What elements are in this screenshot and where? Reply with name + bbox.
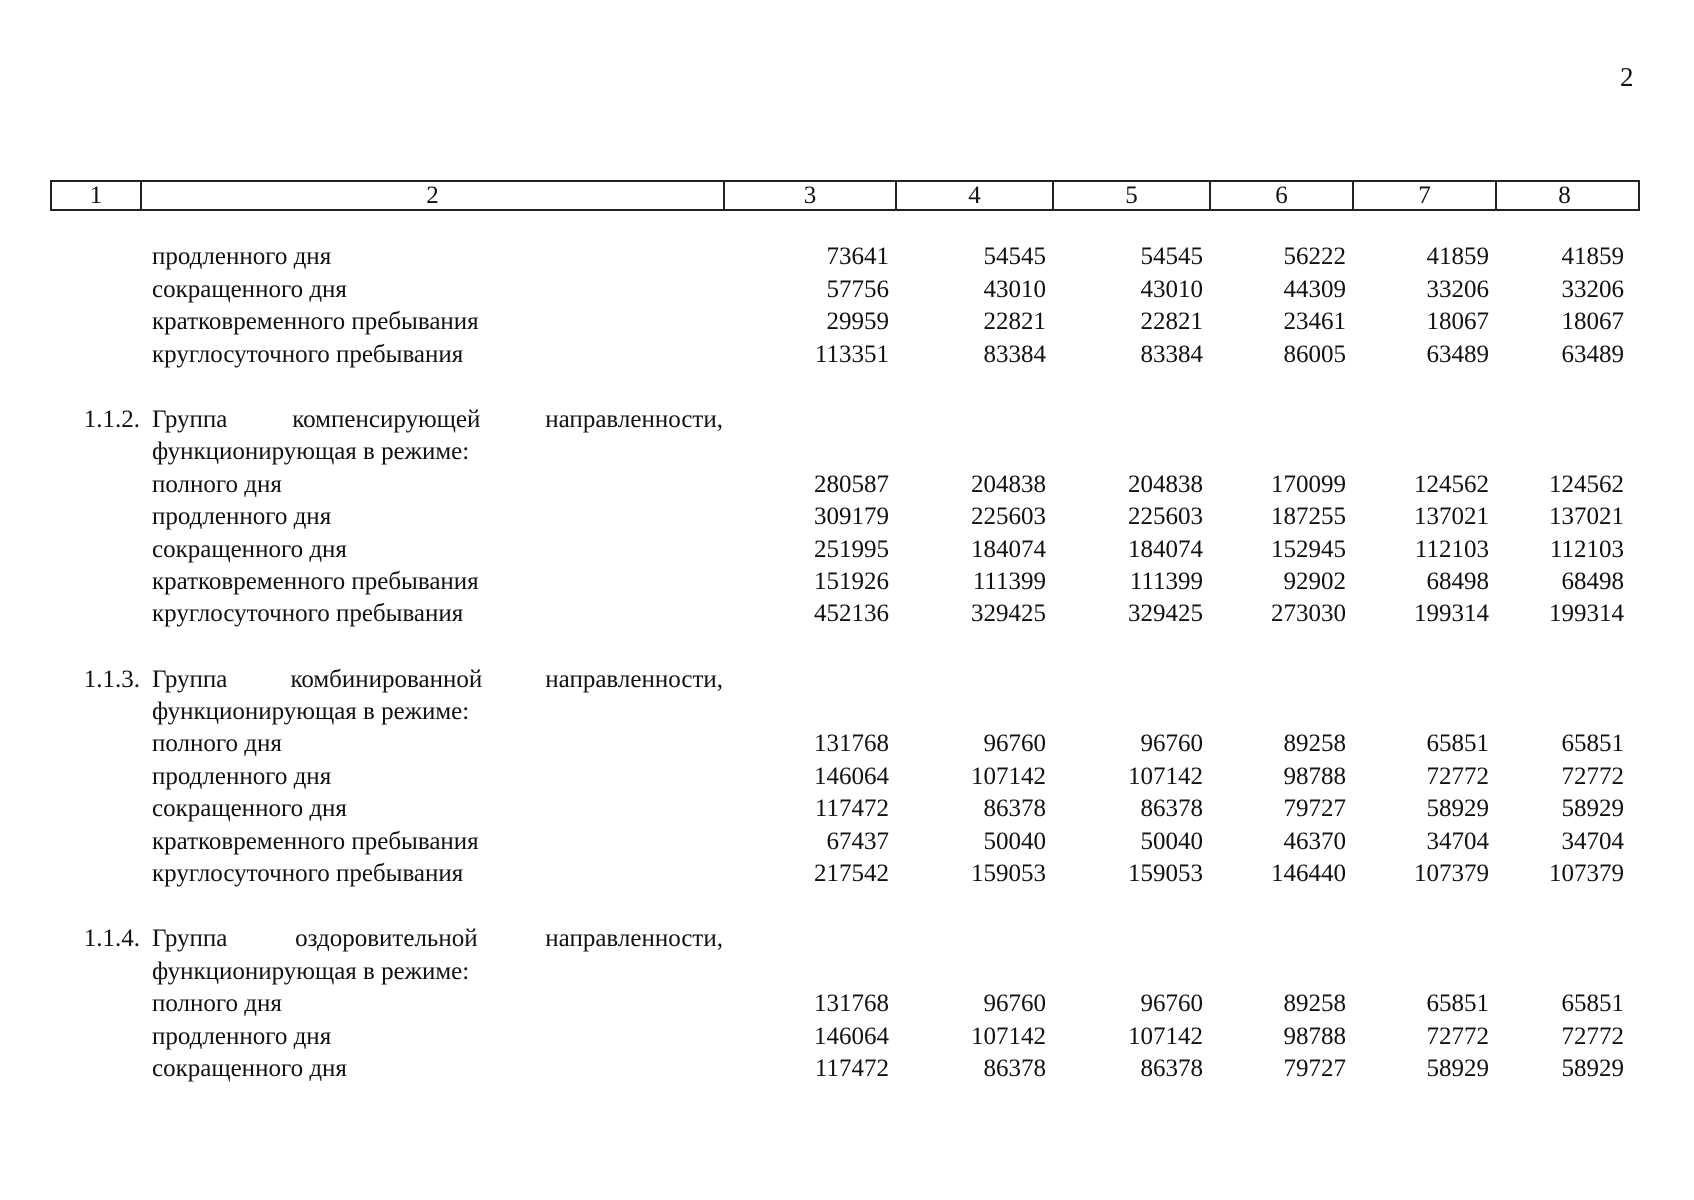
- row-value-col-8: 58929: [1561, 1054, 1624, 1082]
- row-value-col-5: 86378: [1140, 795, 1203, 823]
- group-subtitle-row: [50, 951, 1640, 983]
- table-row: [50, 562, 1640, 594]
- row-value-col-3: 113351: [814, 340, 889, 368]
- row-value-col-8: 72772: [1561, 1022, 1624, 1050]
- row-value-col-8: 18067: [1561, 308, 1624, 336]
- row-value-col-8: 65851: [1561, 730, 1624, 758]
- header-col-2: 2: [142, 182, 725, 209]
- group-subtitle: функционирующая в режиме:: [152, 438, 470, 466]
- row-label: продленного дня: [152, 762, 332, 790]
- row-value-col-5: 50040: [1140, 827, 1203, 855]
- row-value-col-5: 43010: [1140, 275, 1203, 303]
- row-label: круглосуточного пребывания: [152, 860, 464, 888]
- row-value-col-3: 57756: [826, 275, 889, 303]
- row-label: полного дня: [152, 470, 282, 498]
- row-value-col-3: 146064: [814, 1022, 889, 1050]
- row-value-col-6: 89258: [1283, 990, 1346, 1018]
- table-row: [50, 724, 1640, 756]
- table-row: [50, 302, 1640, 334]
- row-label: продленного дня: [152, 503, 332, 531]
- row-value-col-7: 72772: [1426, 1022, 1489, 1050]
- row-label: сокращенного дня: [152, 275, 347, 303]
- group-subtitle: функционирующая в режиме:: [152, 698, 470, 726]
- row-value-col-4: 43010: [983, 275, 1046, 303]
- row-value-col-8: 58929: [1561, 795, 1624, 823]
- row-value-col-8: 112103: [1549, 535, 1624, 563]
- row-label: полного дня: [152, 990, 282, 1018]
- group-header-row: [50, 659, 1640, 691]
- row-value-col-7: 112103: [1414, 535, 1489, 563]
- row-value-col-5: 54545: [1140, 243, 1203, 271]
- row-value-col-6: 146440: [1271, 860, 1346, 888]
- row-value-col-6: 170099: [1271, 470, 1346, 498]
- row-value-col-8: 68498: [1561, 567, 1624, 595]
- row-value-col-5: 96760: [1140, 730, 1203, 758]
- header-col-4: 4: [897, 182, 1054, 209]
- row-label: сокращенного дня: [152, 535, 347, 563]
- row-value-col-3: 251995: [814, 535, 889, 563]
- row-value-col-3: 309179: [814, 503, 889, 531]
- group-title: Группа компенсирующей направленности,: [152, 405, 723, 433]
- row-value-col-4: 54545: [983, 243, 1046, 271]
- row-value-col-8: 124562: [1549, 470, 1624, 498]
- row-value-col-4: 96760: [983, 990, 1046, 1018]
- group-number: 1.1.3.: [83, 665, 140, 693]
- row-value-col-4: 204838: [971, 470, 1046, 498]
- row-value-col-5: 329425: [1128, 600, 1203, 628]
- row-value-col-4: 111399: [972, 567, 1046, 595]
- row-value-col-6: 98788: [1283, 1022, 1346, 1050]
- row-value-col-6: 86005: [1283, 340, 1346, 368]
- row-value-col-8: 107379: [1549, 860, 1624, 888]
- row-value-col-7: 34704: [1426, 827, 1489, 855]
- table-header-row: [50, 180, 1640, 211]
- row-value-col-3: 117472: [814, 1054, 889, 1082]
- table-row: [50, 237, 1640, 269]
- row-label: кратковременного пребывания: [152, 567, 479, 595]
- group-number: 1.1.4.: [83, 925, 140, 953]
- row-value-col-7: 68498: [1426, 567, 1489, 595]
- row-value-col-3: 131768: [814, 990, 889, 1018]
- row-value-col-6: 46370: [1283, 827, 1346, 855]
- row-value-col-7: 107379: [1414, 860, 1489, 888]
- row-value-col-5: 111399: [1129, 567, 1203, 595]
- row-value-col-7: 33206: [1426, 275, 1489, 303]
- row-value-col-6: 23461: [1283, 308, 1346, 336]
- row-value-col-8: 33206: [1561, 275, 1624, 303]
- row-value-col-6: 56222: [1283, 243, 1346, 271]
- header-col-8: 8: [1558, 182, 1571, 209]
- row-value-col-5: 83384: [1140, 340, 1203, 368]
- row-label: продленного дня: [152, 1022, 332, 1050]
- row-value-col-5: 86378: [1140, 1054, 1203, 1082]
- row-value-col-7: 72772: [1426, 762, 1489, 790]
- page-number: 2: [1620, 62, 1634, 92]
- table-row: [50, 269, 1640, 301]
- table-row: [50, 984, 1640, 1016]
- table-row: [50, 464, 1640, 496]
- row-value-col-8: 65851: [1561, 990, 1624, 1018]
- table-row: [50, 529, 1640, 561]
- row-label: кратковременного пребывания: [152, 308, 479, 336]
- row-value-col-6: 89258: [1283, 730, 1346, 758]
- table-row: [50, 821, 1640, 853]
- header-col-3: 3: [725, 182, 897, 209]
- row-value-col-4: 329425: [971, 600, 1046, 628]
- row-value-col-3: 117472: [814, 795, 889, 823]
- table-row: [50, 789, 1640, 821]
- row-value-col-4: 159053: [971, 860, 1046, 888]
- row-value-col-3: 131768: [814, 730, 889, 758]
- row-value-col-3: 73641: [826, 243, 889, 271]
- row-value-col-3: 151926: [814, 567, 889, 595]
- group-header-row: [50, 919, 1640, 951]
- row-value-col-8: 72772: [1561, 762, 1624, 790]
- row-label: сокращенного дня: [152, 1054, 347, 1082]
- row-label: сокращенного дня: [152, 795, 347, 823]
- row-value-col-3: 217542: [814, 860, 889, 888]
- row-value-col-7: 124562: [1414, 470, 1489, 498]
- row-value-col-5: 107142: [1128, 1022, 1203, 1050]
- table-row: [50, 334, 1640, 366]
- row-value-col-7: 65851: [1426, 990, 1489, 1018]
- row-value-col-4: 86378: [983, 795, 1046, 823]
- row-value-col-4: 22821: [983, 308, 1046, 336]
- row-value-col-5: 204838: [1128, 470, 1203, 498]
- table-row: [50, 854, 1640, 886]
- row-value-col-8: 199314: [1549, 600, 1624, 628]
- row-value-col-4: 184074: [971, 535, 1046, 563]
- row-value-col-8: 137021: [1549, 503, 1624, 531]
- header-col-7: 7: [1354, 182, 1497, 209]
- row-value-col-7: 58929: [1426, 1054, 1489, 1082]
- row-value-col-6: 187255: [1271, 503, 1346, 531]
- group-title: Группа комбинированной направленности,: [152, 665, 723, 693]
- row-value-col-5: 107142: [1128, 762, 1203, 790]
- row-value-col-6: 79727: [1283, 1054, 1346, 1082]
- row-value-col-7: 18067: [1426, 308, 1489, 336]
- table-row: [50, 756, 1640, 788]
- row-value-col-7: 58929: [1426, 795, 1489, 823]
- row-value-col-3: 146064: [814, 762, 889, 790]
- row-value-col-6: 152945: [1271, 535, 1346, 563]
- row-value-col-5: 22821: [1140, 308, 1203, 336]
- header-col-1: 1: [52, 182, 142, 209]
- header-col-5: 5: [1054, 182, 1211, 209]
- row-value-col-8: 41859: [1561, 243, 1624, 271]
- table-row: [50, 1049, 1640, 1081]
- row-value-col-6: 98788: [1283, 762, 1346, 790]
- group-subtitle: функционирующая в режиме:: [152, 957, 470, 985]
- row-label: круглосуточного пребывания: [152, 340, 464, 368]
- row-value-col-4: 107142: [971, 762, 1046, 790]
- row-value-col-6: 92902: [1283, 567, 1346, 595]
- row-value-col-6: 79727: [1283, 795, 1346, 823]
- group-header-row: [50, 400, 1640, 432]
- row-value-col-5: 225603: [1128, 503, 1203, 531]
- row-value-col-5: 159053: [1128, 860, 1203, 888]
- row-label: продленного дня: [152, 243, 332, 271]
- row-value-col-3: 452136: [814, 600, 889, 628]
- row-value-col-5: 184074: [1128, 535, 1203, 563]
- table-row: [50, 594, 1640, 626]
- row-value-col-4: 50040: [983, 827, 1046, 855]
- group-subtitle-row: [50, 432, 1640, 464]
- table-row: [50, 497, 1640, 529]
- group-title: Группа оздоровительной направленности,: [152, 925, 723, 953]
- row-value-col-6: 273030: [1271, 600, 1346, 628]
- row-value-col-4: 107142: [971, 1022, 1046, 1050]
- table-body: [50, 237, 1640, 1081]
- table-row: [50, 1016, 1640, 1048]
- row-value-col-4: 225603: [971, 503, 1046, 531]
- group-subtitle-row: [50, 692, 1640, 724]
- row-value-col-3: 67437: [826, 827, 889, 855]
- row-value-col-3: 280587: [814, 470, 889, 498]
- row-value-col-3: 29959: [826, 308, 889, 336]
- row-value-col-8: 63489: [1561, 340, 1624, 368]
- row-value-col-7: 137021: [1414, 503, 1489, 531]
- row-value-col-7: 41859: [1426, 243, 1489, 271]
- row-value-col-4: 83384: [983, 340, 1046, 368]
- row-value-col-6: 44309: [1283, 275, 1346, 303]
- row-label: кратковременного пребывания: [152, 827, 479, 855]
- row-value-col-4: 86378: [983, 1054, 1046, 1082]
- row-value-col-7: 65851: [1426, 730, 1489, 758]
- header-col-6: 6: [1211, 182, 1354, 209]
- row-label: круглосуточного пребывания: [152, 600, 464, 628]
- row-value-col-5: 96760: [1140, 990, 1203, 1018]
- row-value-col-4: 96760: [983, 730, 1046, 758]
- row-label: полного дня: [152, 730, 282, 758]
- row-value-col-7: 63489: [1426, 340, 1489, 368]
- row-value-col-8: 34704: [1561, 827, 1624, 855]
- group-number: 1.1.2.: [83, 405, 140, 433]
- row-value-col-7: 199314: [1414, 600, 1489, 628]
